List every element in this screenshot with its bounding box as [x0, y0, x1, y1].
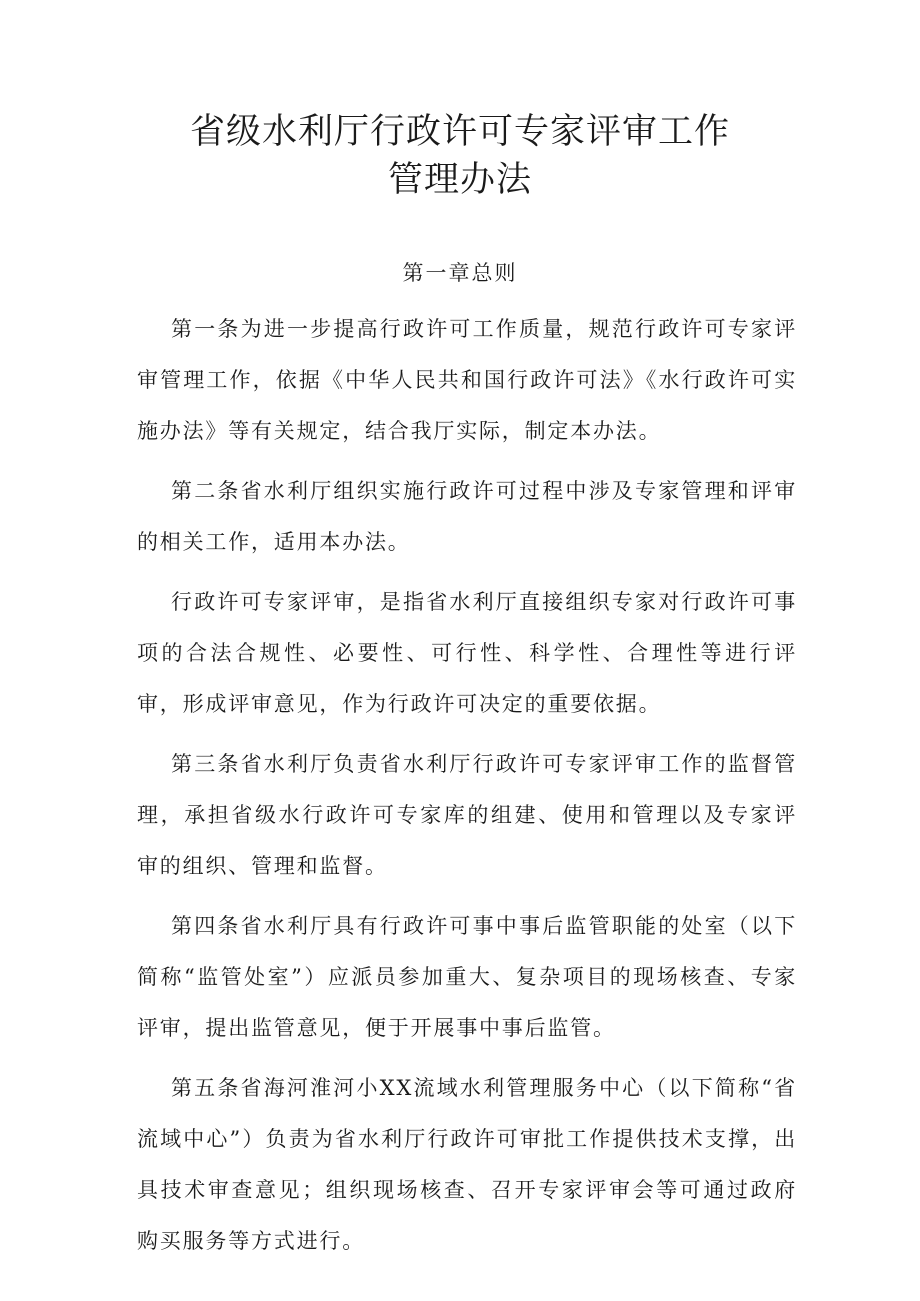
article-5-paragraph: 第五条省海河淮河小XX流域水利管理服务中心（以下简称“省流域中心”）负责为省水利厅行政许可审批工作提供技术支撑，出具技术审查意见；组织现场核查、召开专家评审会等可通过政府购买服务等方式进行。: [137, 1076, 797, 1253]
document-title-line-2: 管理办法: [387, 160, 532, 200]
definition-paragraph: 行政许可专家评审，是指省水利厅直接组织专家对行政许可事项的合法合规性、必要性、可行性、科学性、合理性等进行评审，形成评审意见，作为行政许可决定的重要依据。: [137, 590, 797, 716]
chapter-heading: 第一章总则: [402, 261, 518, 285]
document-body: [137, 304, 797, 1276]
article-2-paragraph: 第二条省水利厅组织实施行政许可过程中涉及专家管理和评审的相关工作，适用本办法。: [137, 479, 797, 554]
article-1-paragraph: 第一条为进一步提高行政许可工作质量，规范行政许可专家评审管理工作，依据《中华人民共和国行政许可法》《水行政许可实施办法》等有关规定，结合我厅实际，制定本办法。: [137, 317, 797, 443]
document-title-line-1: 省级水利厅行政许可专家评审工作: [189, 112, 730, 152]
article-3-paragraph: 第三条省水利厅负责省水利厅行政许可专家评审工作的监督管理，承担省级水行政许可专家库的组建、使用和管理以及专家评审的组织、管理和监督。: [137, 752, 797, 878]
article-4-paragraph: 第四条省水利厅具有行政许可事中事后监管职能的处室（以下简称“监管处室”）应派员参加重大、复杂项目的现场核查、专家评审，提出监管意见，便于开展事中事后监管。: [137, 914, 797, 1040]
